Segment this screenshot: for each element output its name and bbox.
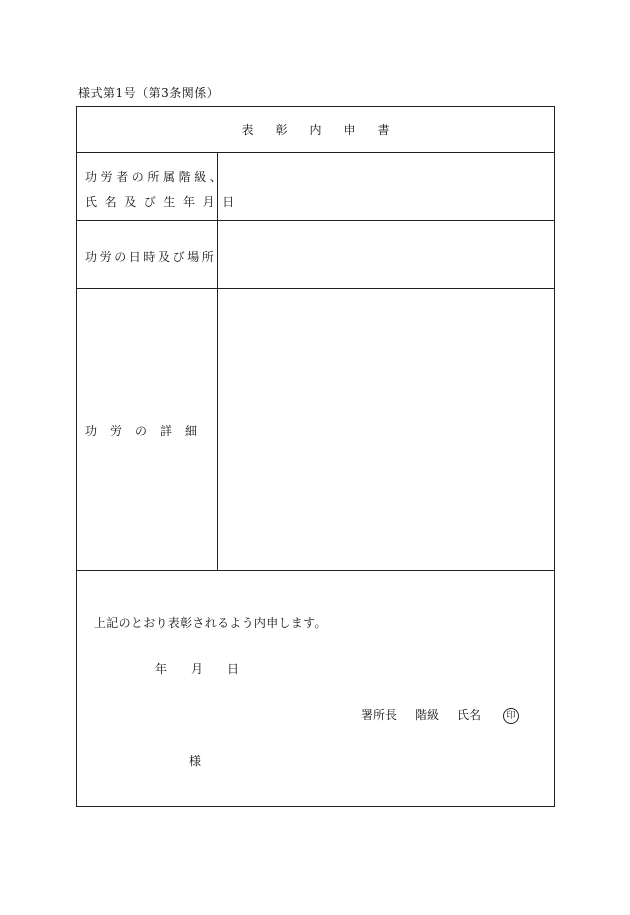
addressee-honorific: 様 bbox=[189, 754, 202, 768]
declaration-section bbox=[77, 571, 554, 806]
person-info-label-line2: 氏名及び生年月日 bbox=[85, 195, 242, 209]
month-label: 月 bbox=[191, 662, 204, 676]
name-label: 氏名 bbox=[457, 708, 482, 722]
declaration-statement: 上記のとおり表彰されるよう内申します。 bbox=[94, 616, 327, 630]
form-title: 表彰内申書 bbox=[241, 123, 412, 137]
person-info-field[interactable] bbox=[218, 153, 554, 220]
datetime-place-label-cell bbox=[77, 221, 218, 288]
details-field[interactable] bbox=[218, 289, 554, 570]
form-number-label: 様式第1号（第3条関係） bbox=[78, 86, 220, 100]
datetime-place-field[interactable] bbox=[218, 221, 554, 288]
details-label: 功労の詳細 bbox=[85, 424, 211, 438]
day-label: 日 bbox=[227, 662, 240, 676]
office-label: 署所長 bbox=[361, 708, 398, 722]
datetime-place-label: 功労の日時及び場所 bbox=[85, 250, 217, 264]
person-info-label-line1: 功労者の所属階級、 bbox=[85, 170, 226, 184]
person-info-label-cell bbox=[77, 153, 242, 220]
year-label: 年 bbox=[155, 662, 168, 676]
signer-line bbox=[361, 706, 537, 724]
date-line bbox=[155, 660, 263, 677]
person-info-row bbox=[77, 153, 554, 221]
title-row bbox=[77, 107, 554, 153]
commendation-form bbox=[76, 106, 555, 807]
datetime-place-row bbox=[77, 221, 554, 289]
details-row bbox=[77, 289, 554, 571]
seal-mark: 印 bbox=[503, 708, 519, 724]
details-label-cell bbox=[77, 289, 218, 570]
rank-label: 階級 bbox=[415, 708, 440, 722]
